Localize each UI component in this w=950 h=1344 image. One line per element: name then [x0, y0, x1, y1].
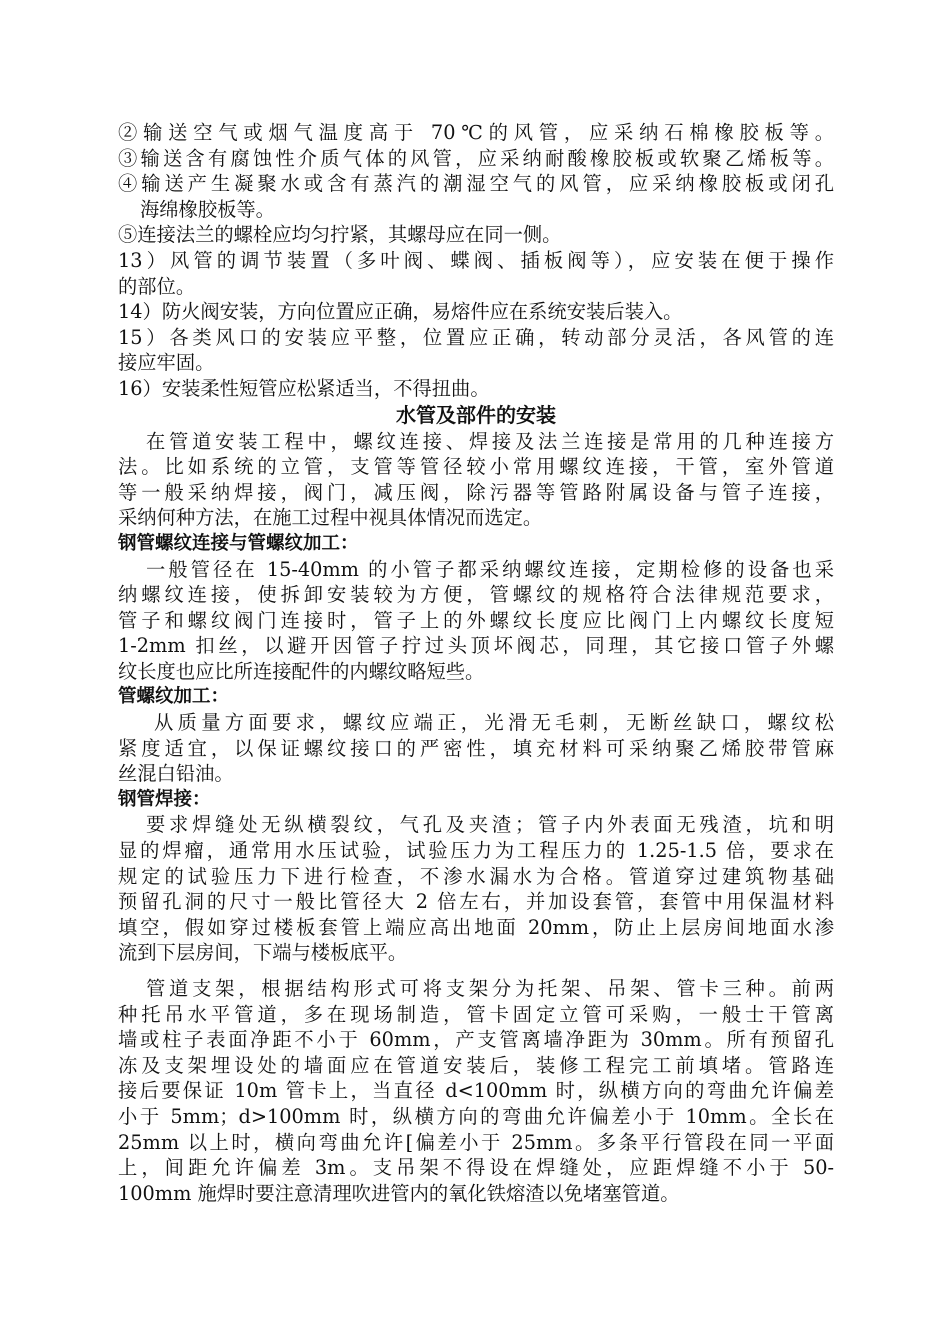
heading-thread-processing: 管螺纹加工：	[118, 686, 230, 708]
paragraph-line: 填空，假如穿过楼板套管上端应高出地面 20mm，防止上层房间地面水渗	[118, 915, 834, 939]
heading-thread-connection: 钢管螺纹连接与管螺纹加工：	[118, 532, 359, 554]
heading-welding: 钢管焊接：	[118, 788, 211, 810]
paragraph-line: 100mm 施焊时要注意清理吹进管内的氧化铁熔渣以免堵塞管道。	[118, 1181, 680, 1205]
paragraph-line: 等一般采纳焊接，阀门，减压阀，除污器等管路附属设备与管子连接，	[118, 480, 834, 504]
thread-paragraph	[118, 557, 834, 685]
list-item-3: ③输送含有腐蚀性介质气体的风管，应采纳耐酸橡胶板或软聚乙烯板等。	[118, 146, 834, 170]
list-item-4: ④输送产生凝聚水或含有蒸汽的潮湿空气的风管，应采纳橡胶板或闭孔	[118, 172, 834, 196]
list-item-4-cont: 海绵橡胶板等。	[140, 197, 275, 221]
paragraph-line: 一般管径在 15-40mm 的小管子都采纳螺纹连接，定期检修的设备也采	[146, 557, 834, 581]
paragraph-line: 规定的试验压力下进行检查，不渗水漏水为合格。管道穿过建筑物基础	[118, 864, 834, 888]
paragraph-line: 25mm 以上时，横向弯曲允许[偏差小于 25mm。多条平行管段在同一平面	[118, 1130, 834, 1154]
paragraph-line: 管子和螺纹阀门连接时，管子上的外螺纹长度应比阀门上内螺纹长度短	[118, 608, 834, 632]
paragraph-line: 预留孔洞的尺寸一般比管径大 2 倍左右，并加设套管，套管中用保温材料	[118, 890, 834, 914]
intro-paragraph	[118, 429, 834, 531]
section-title: 水管及部件的安装	[396, 402, 556, 427]
items-list	[118, 120, 834, 402]
paragraph-line: 1-2mm 扣丝，以避开因管子拧过头顶坏阀芯，同理，其它接口管子外螺	[118, 634, 834, 658]
document-page	[118, 120, 834, 1206]
list-item-15: 15）各类风口的安装应平整，位置应正确，转动部分灵活，各风管的连	[118, 325, 834, 349]
list-item-13: 13）风管的调节装置（多叶阀、蝶阀、插板阀等），应安装在便于操作	[118, 248, 834, 272]
list-item-5: ⑤连接法兰的螺栓应均匀拧紧，其螺母应在同一侧。	[118, 223, 562, 247]
paragraph-line: 从质量方面要求，螺纹应端正，光滑无毛刺，无断丝缺口，螺纹松	[154, 711, 834, 735]
process-paragraph	[118, 710, 834, 787]
weld-paragraph	[118, 812, 834, 966]
paragraph-line: 紧度适宜，以保证螺纹接口的严密性，填充材料可采纳聚乙烯胶带管麻	[118, 736, 834, 760]
paragraph-line: 墙或柱子表面净距不小于 60mm，产支管离墙净距为 30mm。所有预留孔	[118, 1028, 834, 1052]
paragraph-line: 要求焊缝处无纵横裂纹，气孔及夹渣；管子内外表面无残渣，坑和明	[146, 813, 834, 837]
list-item-14: 14）防火阀安装，方向位置应正确，易熔件应在系统安装后装入。	[118, 300, 683, 324]
paragraph-line: 在管道安装工程中，螺纹连接、焊接及法兰连接是常用的几种连接方	[146, 429, 834, 453]
paragraph-line: 上，间距允许偏差 3m。支吊架不得设在焊缝处，应距焊缝不小于 50-	[118, 1156, 834, 1180]
list-item-15-cont: 接应牢固。	[118, 351, 215, 375]
paragraph-line: 纹长度也应比所连接配件的内螺纹略短些。	[118, 659, 485, 683]
paragraph-line: 种托吊水平管道，多在现场制造，管卡固定立管可采购，一般士干管离	[118, 1002, 834, 1026]
list-item-2: ②输送空气或烟气温度高于 70℃的风管，应采纳石棉橡胶板等。	[118, 121, 834, 144]
paragraph-line: 冻及支架埋设处的墙面应在管道安装后，装修工程完工前填堵。管路连	[118, 1053, 834, 1077]
paragraph-line: 法。比如系统的立管，支管等管径较小常用螺纹连接，干管，室外管道	[118, 455, 834, 479]
list-item-16: 16）安装柔性短管应松紧适当，不得扭曲。	[118, 376, 490, 400]
paragraph-line: 接后要保证 10m 管卡上，当直径 d<100mm 时，纵横方向的弯曲允许偏差	[118, 1079, 834, 1103]
paragraph-line: 流到下层房间，下端与楼板底平。	[118, 941, 408, 965]
support-paragraph	[118, 976, 834, 1206]
paragraph-line: 管道支架，根据结构形式可将支架分为托架、吊架、管卡三种。前两	[146, 977, 834, 1000]
paragraph-gap	[118, 966, 834, 976]
paragraph-line: 丝混白铅油。	[118, 762, 234, 786]
list-item-13-cont: 的部位。	[118, 274, 196, 298]
paragraph-line: 显的焊瘤，通常用水压试验，试验压力为工程压力的 1.25-1.5 倍，要求在	[118, 839, 834, 863]
paragraph-line: 小于 5mm；d>100mm 时，纵横方向的弯曲允许偏差小于 10mm。全长在	[118, 1104, 834, 1128]
paragraph-line: 采纳何种方法，在施工过程中视具体情况而选定。	[118, 506, 543, 530]
paragraph-line: 纳螺纹连接，使拆卸安装较为方便，管螺纹的规格符合法律规范要求，	[118, 583, 834, 607]
